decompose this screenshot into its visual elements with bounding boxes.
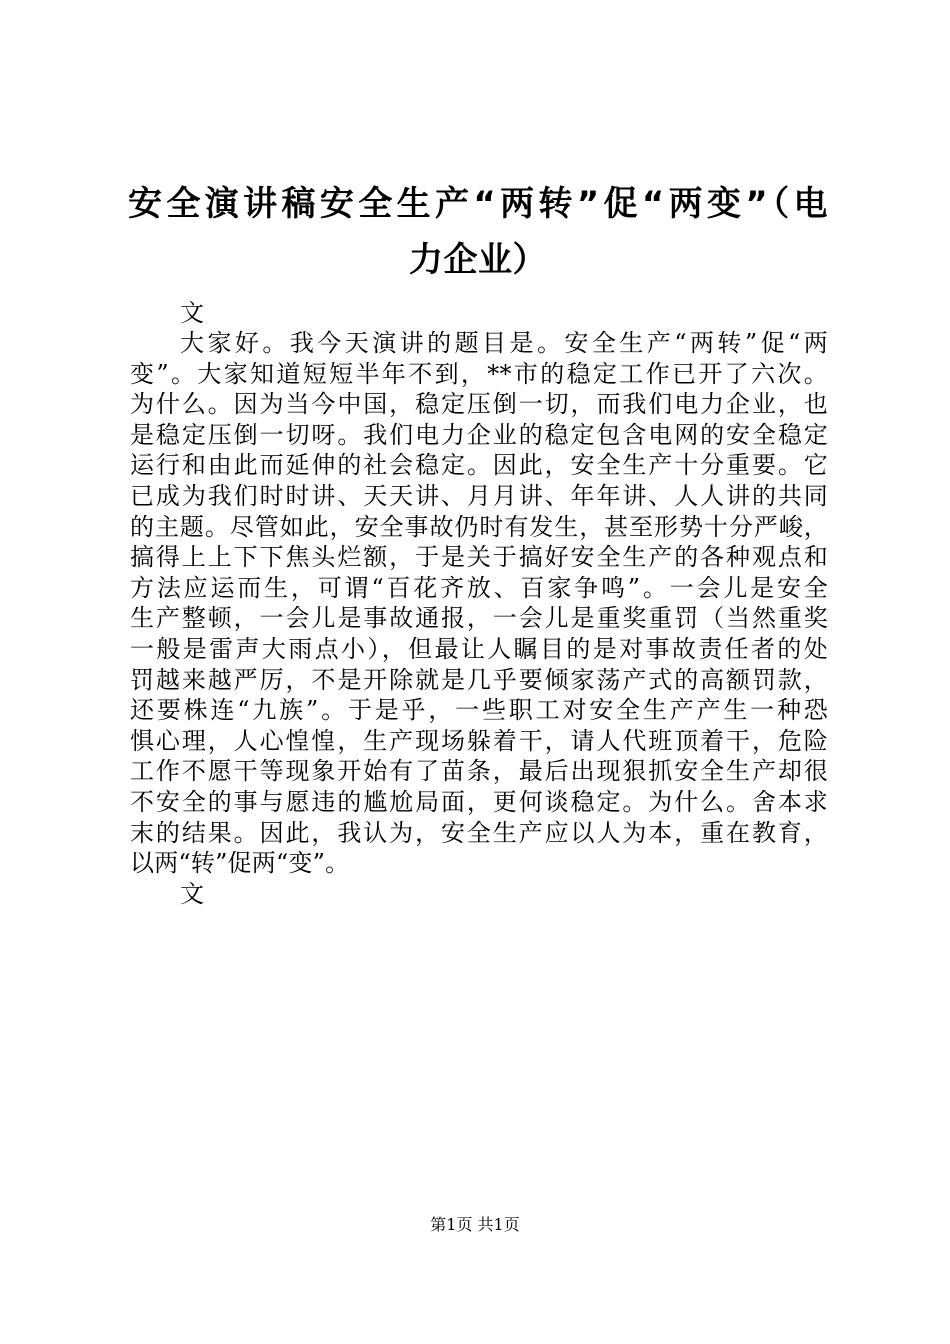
paragraph-line: 已成为我们时时讲、天天讲、月月讲、年年讲、人人讲的共同	[130, 481, 828, 510]
paragraph-line: 大家好。我今天演讲的题目是。安全生产“两转”促“两	[180, 329, 828, 357]
speech-paragraph	[130, 328, 828, 879]
paragraph-line: 工作不愿干等现象开始有了苗条，最后出现狠抓安全生产却很	[130, 757, 828, 786]
paragraph-line: 一般是雷声大雨点小），但最让人瞩目的是对事故责任者的处	[130, 634, 828, 663]
title-line-2: 力企业）	[409, 240, 547, 280]
paragraph-line: 生产整顿，一会儿是事故通报，一会儿是重奖重罚（当然重奖	[130, 604, 828, 633]
paragraph-line: 还要株连“九族”。于是乎，一些职工对安全生产产生一种恐	[130, 696, 828, 725]
page-footer: 第1页 共1页	[430, 1215, 520, 1234]
paragraph-line: 变”。大家知道短短半年不到，**市的稳定工作已开了六次。	[130, 359, 828, 388]
paragraph-line: 以两“转”促两“变”。	[130, 849, 350, 878]
paragraph-line: 为什么。因为当今中国，稳定压倒一切，而我们电力企业，也	[130, 390, 828, 419]
paragraph-line: 的主题。尽管如此，安全事故仍时有发生，甚至形势十分严峻，	[130, 512, 828, 541]
paragraph-line: 是稳定压倒一切呀。我们电力企业的稳定包含电网的安全稳定	[130, 420, 828, 449]
title-line-1: 安全演讲稿安全生产“两转”促“两变”（电	[128, 184, 828, 224]
paragraph-line: 运行和由此而延伸的社会稳定。因此，安全生产十分重要。它	[130, 451, 828, 480]
author-label-bottom: 文	[180, 879, 204, 908]
author-label-top: 文	[180, 299, 204, 327]
document-title	[128, 176, 828, 288]
document-body	[130, 298, 828, 909]
paragraph-line: 罚越来越严厉，不是开除就是几乎要倾家荡产式的高额罚款，	[130, 665, 828, 694]
paragraph-line: 惧心理，人心惶惶，生产现场躲着干，请人代班顶着干，危险	[130, 726, 828, 755]
paragraph-line: 不安全的事与愿违的尴尬局面，更何谈稳定。为什么。舍本求	[130, 787, 828, 816]
paragraph-line: 搞得上上下下焦头烂额，于是关于搞好安全生产的各种观点和	[130, 543, 828, 572]
paragraph-line: 末的结果。因此，我认为，安全生产应以人为本，重在教育，	[130, 818, 828, 847]
paragraph-line: 方法应运而生，可谓“百花齐放、百家争鸣”。一会儿是安全	[130, 573, 828, 602]
